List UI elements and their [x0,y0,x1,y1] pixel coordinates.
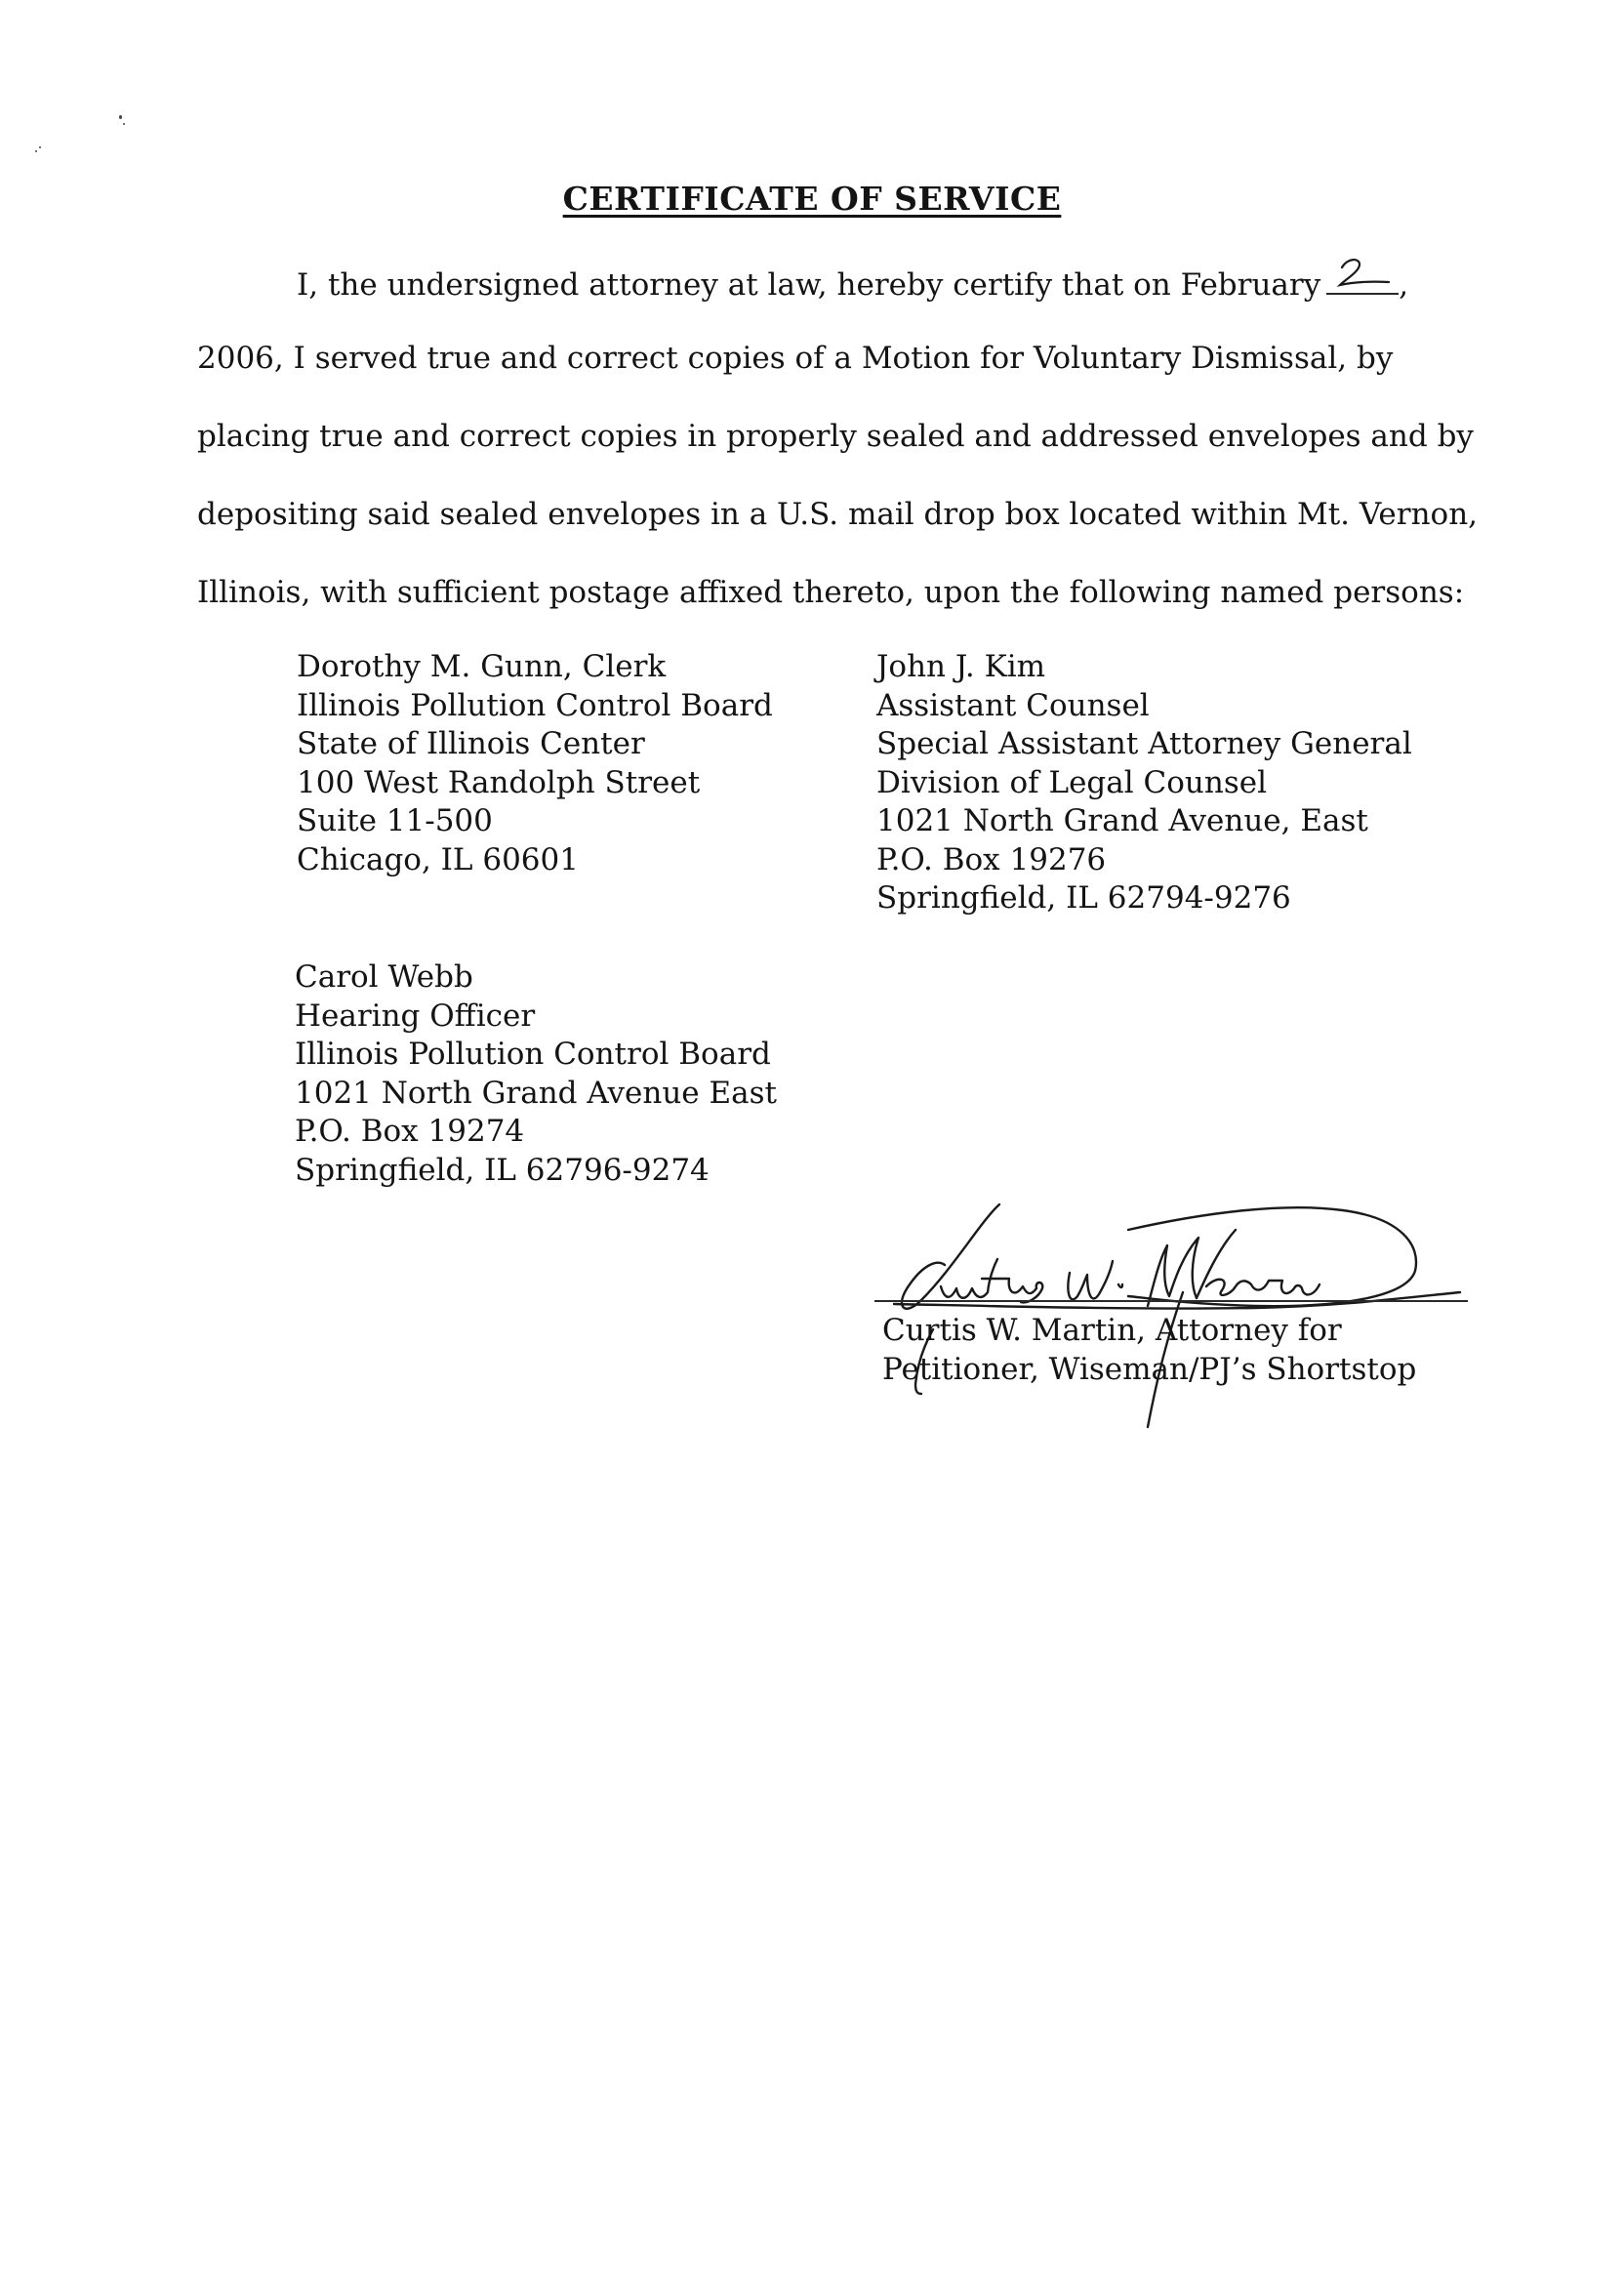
signer-role-line: Petitioner, Wiseman/PJ’s Shortstop [882,1351,1417,1387]
body-line-1 [297,264,1408,301]
address-line: Springfield, IL 62794-9276 [876,880,1291,916]
address-line: Assistant Counsel [876,687,1150,723]
address-line: Dorothy M. Gunn, Clerk [297,649,667,684]
body-line-4: depositing said sealed envelopes in a U.S. mail drop box located within Mt. Vernon, [197,497,1479,532]
scan-speck [119,115,122,119]
address-line: P.O. Box 19276 [876,841,1107,877]
address-line: Illinois Pollution Control Board [297,687,773,723]
document-title: CERTIFICATE OF SERVICE [562,180,1062,218]
date-comma: , [1399,267,1409,303]
body-line-3: placing true and correct copies in properly sealed and addressed envelopes and by [197,419,1474,454]
signature-line [874,1300,1468,1302]
date-blank [1326,264,1399,295]
signer-name-line: Curtis W. Martin, Attorney for [882,1313,1342,1348]
handwritten-date [1336,256,1393,289]
address-line: Illinois Pollution Control Board [295,1037,771,1072]
body-line-1-text: I, the undersigned attorney at law, hereby certify that on February [297,267,1321,303]
scan-speck [123,123,125,125]
recipient-block-kim [876,648,1412,918]
address-line: Carol Webb [295,959,473,995]
address-line: 100 West Randolph Street [297,764,701,800]
address-line: Hearing Officer [295,998,536,1034]
address-line: State of Illinois Center [297,726,645,761]
signature-block [882,1312,1416,1389]
scan-speck [35,150,37,152]
scan-speck [39,146,41,148]
address-line: Chicago, IL 60601 [297,841,579,877]
recipient-block-webb [295,958,777,1190]
address-line: Division of Legal Counsel [876,764,1268,800]
address-line: P.O. Box 19274 [295,1114,525,1149]
recipient-block-gunn [297,648,773,879]
body-line-2: 2006, I served true and correct copies of a Motion for Voluntary Dismissal, by [197,341,1394,376]
address-line: Special Assistant Attorney General [876,726,1412,761]
address-line: Suite 11-500 [297,803,493,838]
address-line: John J. Kim [876,649,1046,684]
address-line: Springfield, IL 62796-9274 [295,1152,710,1188]
address-line: 1021 North Grand Avenue East [295,1075,777,1111]
body-line-5: Illinois, with sufficient postage affixed thereto, upon the following named persons: [197,575,1465,610]
address-line: 1021 North Grand Avenue, East [876,803,1368,838]
